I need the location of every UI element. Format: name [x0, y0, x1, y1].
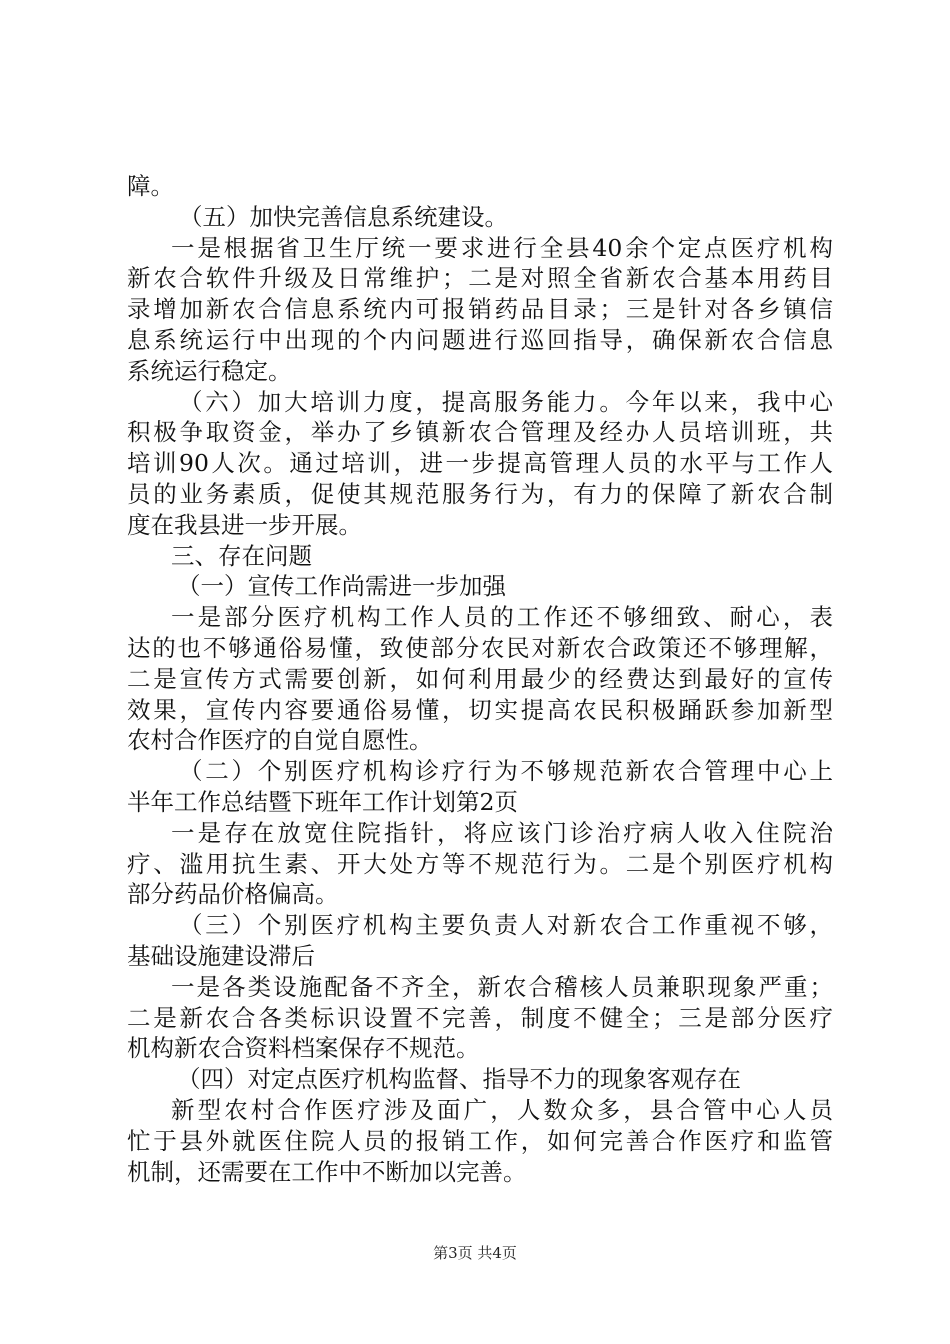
text-line: 新型农村合作医疗涉及面广，人数众多，县合管中心人员 [171, 1095, 833, 1124]
text-line: 达的也不够通俗易懂，致使部分农民对新农合政策还不够理解， [127, 633, 833, 662]
text-line: 员的业务素质，促使其规范服务行为，有力的保障了新农合制 [127, 479, 833, 508]
section-heading: （四）对定点医疗机构监督、指导不力的现象客观存在 [177, 1065, 741, 1094]
text-line: 积极争取资金，举办了乡镇新农合管理及经办人员培训班，共 [127, 418, 833, 447]
document-body [127, 171, 833, 1187]
text-line: 息系统运行中出现的个内问题进行巡回指导，确保新农合信息 [127, 325, 833, 354]
text-line: 忙于县外就医住院人员的报销工作，如何完善合作医疗和监管 [127, 1126, 833, 1155]
text-line: 障。 [127, 172, 174, 200]
section-heading: （二）个别医疗机构诊疗行为不够规范新农合管理中心上 [179, 757, 833, 786]
text-line: 度在我县进一步开展。 [127, 510, 362, 539]
section-heading: （五）加快完善信息系统建设。 [179, 202, 508, 231]
text-line: 一是部分医疗机构工作人员的工作还不够细致、耐心，表 [171, 603, 833, 632]
text-line: 半年工作总结暨下班年工作计划第2页 [127, 787, 518, 816]
section-heading: （一）宣传工作尚需进一步加强 [177, 572, 506, 601]
text-line: 二是新农合各类标识设置不完善，制度不健全；三是部分医疗 [127, 1003, 833, 1032]
text-line: 机制，还需要在工作中不断加以完善。 [127, 1157, 527, 1186]
text-line: 部分药品价格偏高。 [127, 880, 339, 909]
text-line: 录增加新农合信息系统内可报销药品目录；三是针对各乡镇信 [127, 295, 833, 324]
text-line: 一是存在放宽住院指针，将应该门诊治疗病人收入住院治 [171, 818, 833, 847]
section-heading: （六）加大培训力度，提高服务能力。今年以来，我中心 [179, 387, 833, 416]
text-line: 培训90人次。通过培训，进一步提高管理人员的水平与工作人 [127, 449, 833, 478]
text-line: 农村合作医疗的自觉自愿性。 [127, 726, 433, 755]
section-heading: （三）个别医疗机构主要负责人对新农合工作重视不够， [179, 911, 833, 940]
text-line: 效果，宣传内容要通俗易懂，切实提高农民积极踊跃参加新型 [127, 695, 833, 724]
section-heading: 三、存在问题 [171, 541, 312, 570]
text-line: 一是根据省卫生厅统一要求进行全县40余个定点医疗机构 [171, 233, 833, 262]
text-line: 系统运行稳定。 [127, 356, 292, 385]
page-number-footer: 第3页 共4页 [433, 1244, 517, 1262]
text-line: 机构新农合资料档案保存不规范。 [127, 1034, 480, 1063]
text-line: 二是宣传方式需要创新，如何利用最少的经费达到最好的宣传 [127, 664, 833, 693]
text-line: 疗、滥用抗生素、开大处方等不规范行为。二是个别医疗机构 [127, 849, 833, 878]
text-line: 一是各类设施配备不齐全，新农合稽核人员兼职现象严重； [171, 972, 833, 1001]
text-line: 新农合软件升级及日常维护；二是对照全省新农合基本用药目 [127, 264, 833, 293]
text-line: 基础设施建设滞后 [127, 941, 315, 970]
